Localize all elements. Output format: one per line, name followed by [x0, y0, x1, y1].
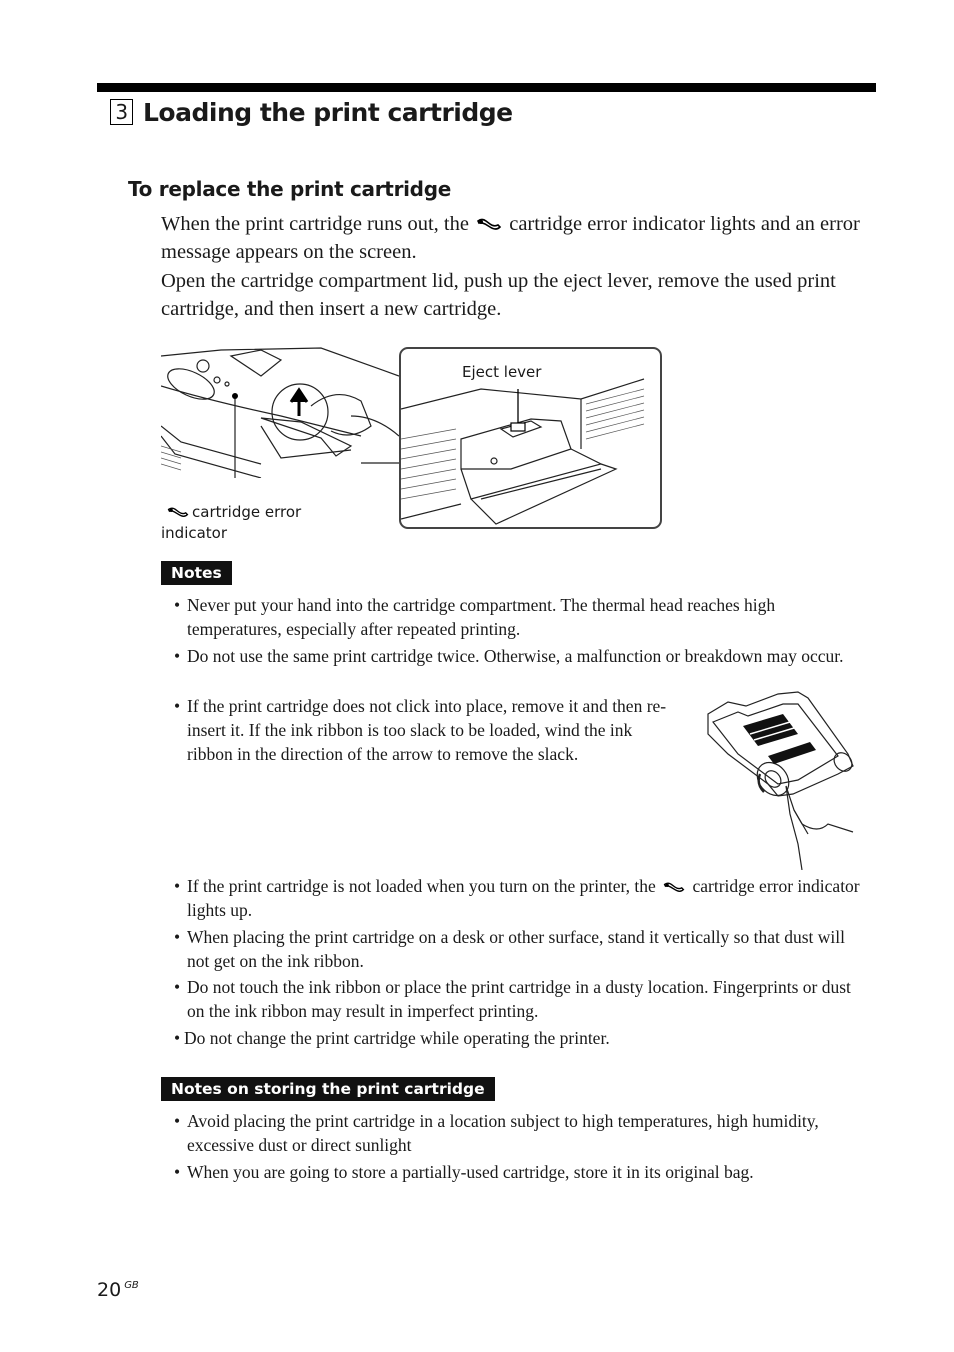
- note-text: If the print cartridge does not click into place, remove it and then re-insert it. If the ink ribbon is too slack to be loaded, wind the ink ribbon in the direction of the arrow to remove the slack.: [187, 696, 667, 764]
- paragraph-1-start: When the print cartridge runs out, the: [161, 213, 469, 235]
- step-number-box: 3: [110, 99, 133, 125]
- printer-illustration: [161, 346, 399, 478]
- notes-heading: Notes: [161, 561, 232, 585]
- storing-text: Avoid placing the print cartridge in a location subject to high temperatures, high humidity, excessive dust or direct sunlight: [187, 1111, 819, 1155]
- note-item: [174, 644, 864, 668]
- section-rule: [97, 83, 876, 92]
- cartridge-error-icon: [166, 506, 190, 518]
- note-item: [174, 925, 864, 973]
- bullet: •: [174, 927, 181, 947]
- bullet: •: [174, 977, 181, 997]
- storing-item: [174, 1109, 864, 1157]
- print-cartridge-illustration: [698, 684, 858, 870]
- section-title: [110, 95, 513, 129]
- cartridge-error-label-line1: cartridge error: [192, 503, 302, 521]
- paragraph-1-end: cartridge error indicator lights and an error message appears on the screen.: [161, 213, 860, 263]
- note-item: [174, 975, 864, 1023]
- cartridge-error-label-line2: indicator: [161, 524, 228, 542]
- bullet: •: [174, 696, 181, 716]
- bullet: •: [174, 646, 181, 666]
- page-number-value: 20: [97, 1279, 122, 1301]
- cartridge-error-label: [161, 502, 361, 544]
- paragraph-1: [161, 210, 871, 266]
- note-text: When placing the print cartridge on a desk or other surface, stand it vertically so that dust will not get on the ink ribbon.: [187, 927, 845, 971]
- storing-item: [174, 1160, 864, 1184]
- note-text: If the print cartridge is not loaded when you turn on the printer, the: [187, 876, 656, 896]
- subsection-title: To replace the print cartridge: [128, 177, 451, 201]
- note-item: [174, 593, 864, 641]
- eject-lever-label: Eject lever: [462, 363, 542, 381]
- note-text: Do not change the print cartridge while operating the printer.: [184, 1028, 610, 1048]
- note-text: Do not touch the ink ribbon or place the print cartridge in a dusty location. Fingerprints or dust on the ink ribbon may result in imperfect printing.: [187, 977, 851, 1021]
- bullet: •: [174, 595, 181, 615]
- bullet: •: [174, 876, 181, 896]
- region-code: GB: [124, 1280, 139, 1291]
- note-text: cartridge error indicator lights up.: [187, 876, 860, 920]
- note-item: [174, 874, 864, 922]
- page-number: [97, 1279, 139, 1301]
- bullet: •: [174, 1162, 181, 1182]
- note-text: Do not use the same print cartridge twice. Otherwise, a malfunction or breakdown may occur.: [187, 646, 844, 666]
- cartridge-error-icon: [476, 217, 502, 231]
- cartridge-error-icon: [662, 881, 686, 893]
- bullet: •: [174, 1111, 181, 1131]
- storing-text: When you are going to store a partially-used cartridge, store it in its original bag.: [187, 1162, 754, 1182]
- paragraph-2: Open the cartridge compartment lid, push up the eject lever, remove the used print cartridge, and then insert a new cartridge.: [161, 270, 836, 320]
- bullet: •: [174, 1028, 181, 1048]
- note-item: [174, 1026, 864, 1050]
- note-text: Never put your hand into the cartridge compartment. The thermal head reaches high temperatures, especially after repeated printing.: [187, 595, 776, 639]
- section-title-text: Loading the print cartridge: [143, 97, 513, 127]
- note-item: [174, 694, 674, 766]
- storing-heading: Notes on storing the print cartridge: [161, 1077, 495, 1101]
